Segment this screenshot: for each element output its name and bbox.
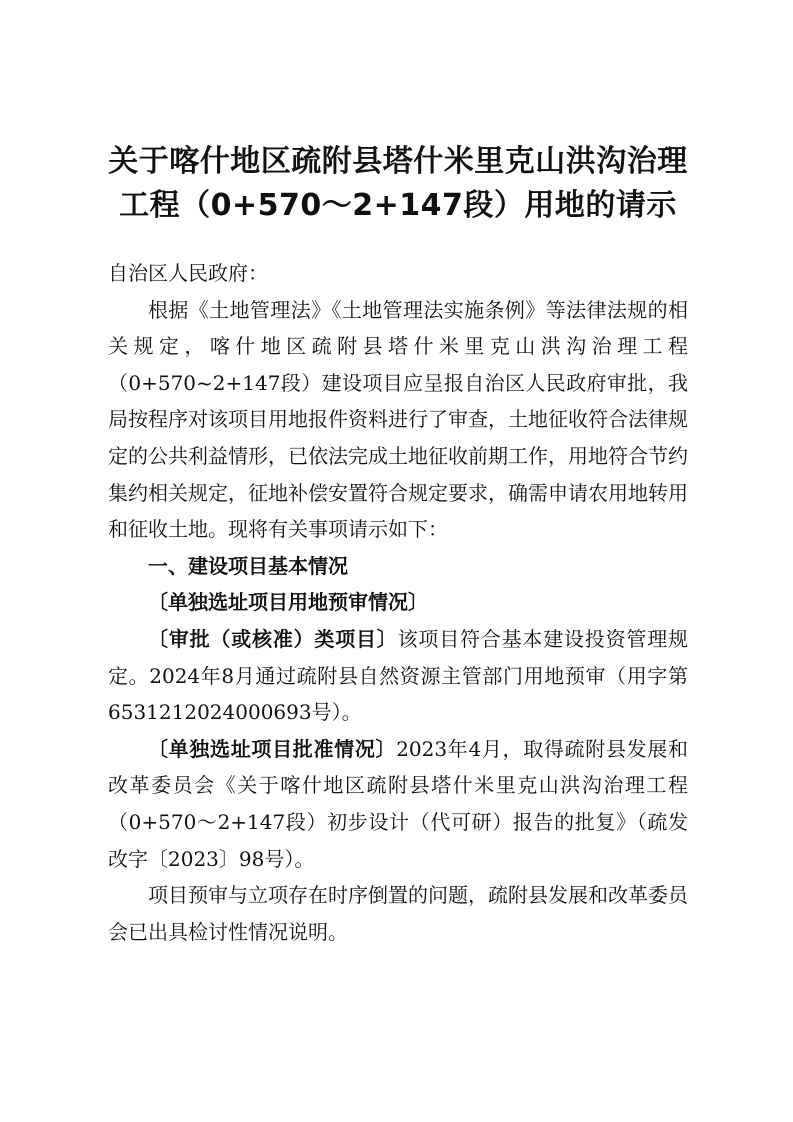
section-heading: 一、建设项目基本情况 [148,553,348,578]
paragraph-note: 项目预审与立项存在时序倒置的问题，疏附县发展和改革委员会已出具检讨性情况说明。 [108,883,688,944]
salutation: 自治区人民政府： [108,261,268,285]
paragraph-label: 〔审批（或核准）类项目〕 [148,626,398,651]
paragraph-approval-type [108,621,688,731]
subheading-preapproval: 〔单独选址项目用地预审情况〕 [148,590,428,615]
paragraph-intro: 根据《土地管理法》《土地管理法实施条例》等法律法规的相关规定，喀什地区疏附县塔什米里克山洪沟治理工程（0+570~2+147段）建设项目应呈报自治区人民政府审批，我局按程序对该项目用地报件资料进行了审查，土地征收符合法律规定的公共利益情形，已依法完成土地征收前期工作，用地符合节约集约相关规定，征地补偿安置符合规定要求，确需申请农用地转用和征收土地。现将有关事项请示如下： [108,297,688,542]
paragraph-label: 〔单独选址项目批准情况〕 [148,736,397,761]
paragraph-text: 2023年4月，取得疏附县发展和改革委员会《关于喀什地区疏附县塔什米里克山洪沟治理工程（0+570～2+147段）初步设计（代可研）报告的批复》（疏发改字〔2023〕98号）。 [108,736,688,871]
document-title: 关于喀什地区疏附县塔什米里克山洪沟治理工程（0+570～2+147段）用地的请示 [108,144,688,223]
paragraph-project-approval [108,731,688,877]
paragraph-text: 该项目符合基本建设投资管理规定。2024年8月通过疏附县自然资源主管部门用地预审（用字第6531212024000693号）。 [108,626,689,725]
document-body [108,255,688,950]
